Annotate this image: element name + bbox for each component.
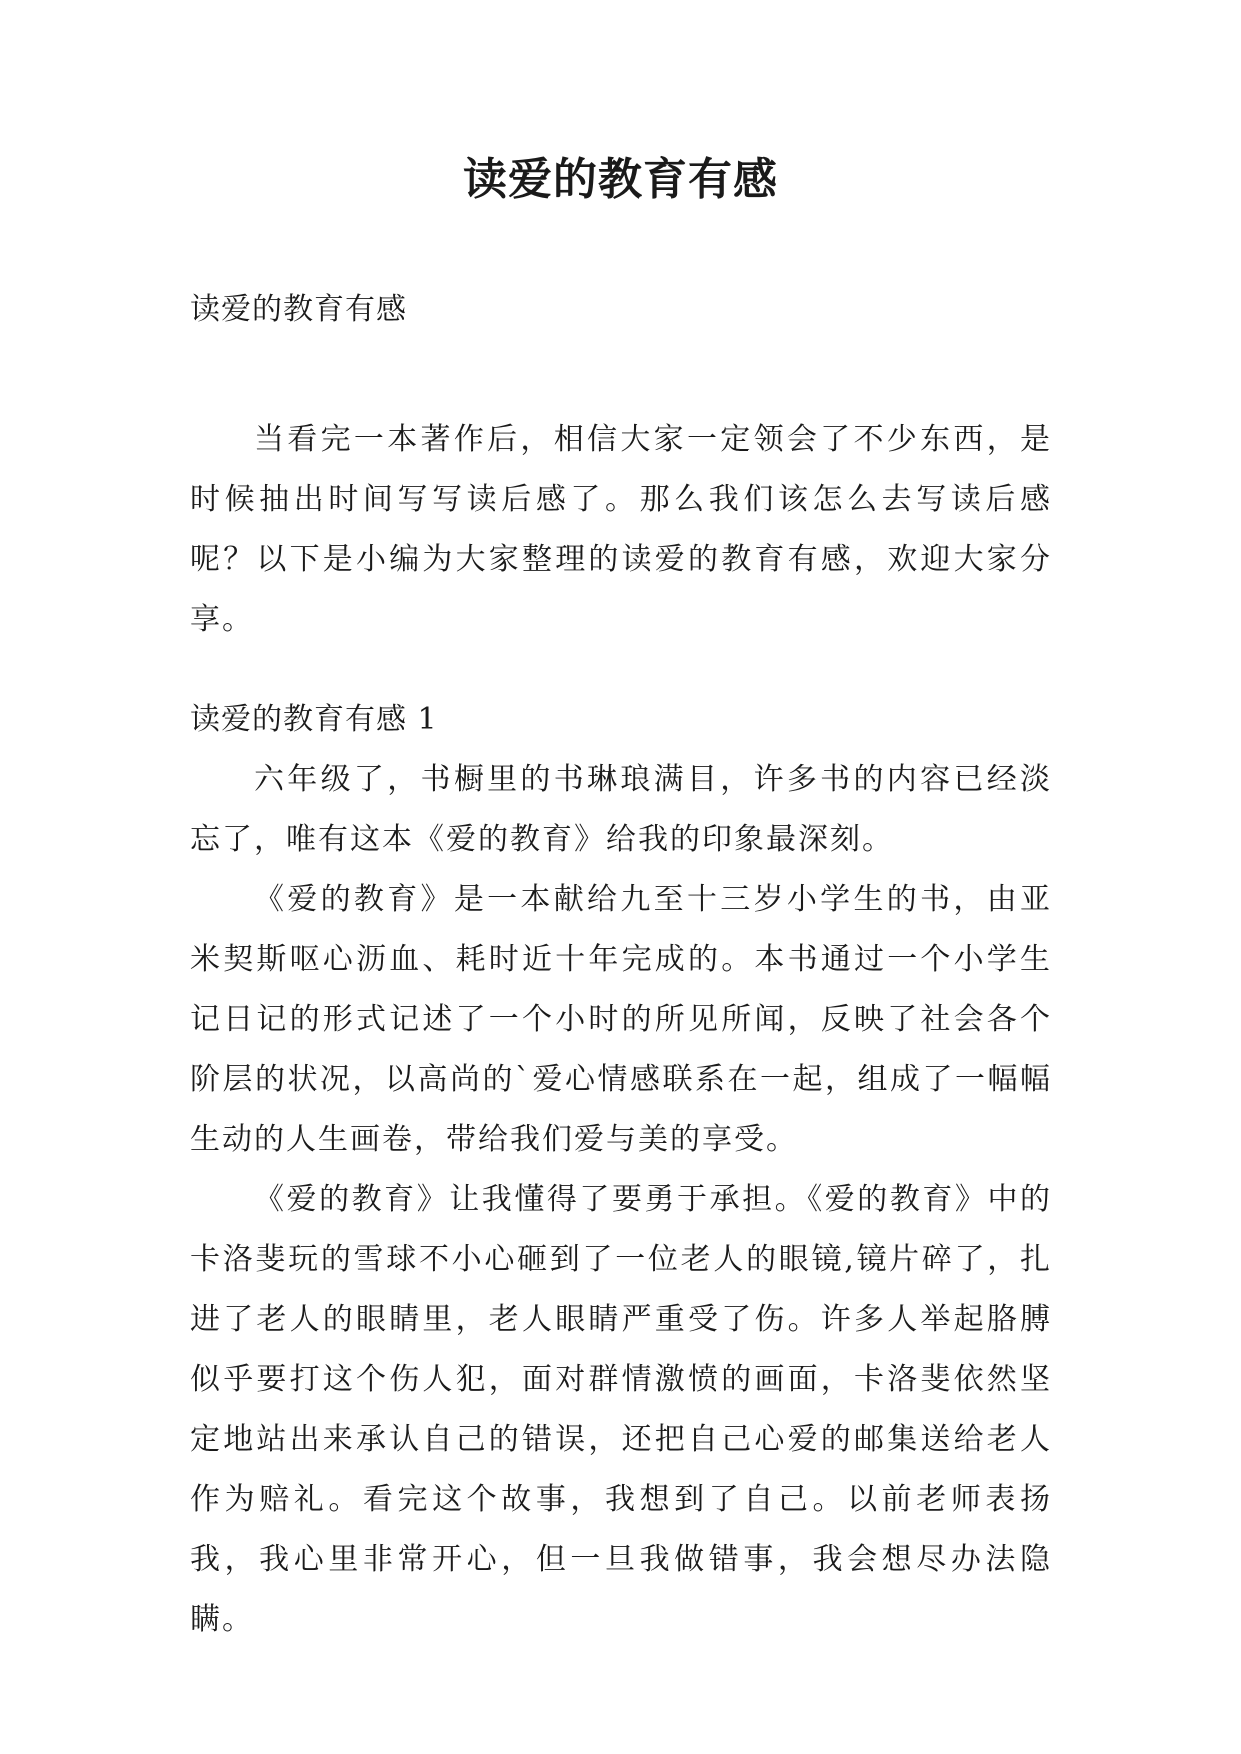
body-paragraph-1: 六年级了，书橱里的书琳琅满目，许多书的内容已经淡忘了，唯有这本《爱的教育》给我的印象最深刻。 bbox=[190, 762, 1052, 857]
document-subtitle: 读爱的教育有感 bbox=[190, 292, 407, 327]
page-title: 读爱的教育有感 bbox=[463, 154, 778, 205]
body-text bbox=[190, 750, 1052, 1650]
section-heading: 读爱的教育有感 1 bbox=[190, 702, 438, 737]
body-paragraph-3: 《爱的教育》让我懂得了要勇于承担。《爱的教育》中的卡洛斐玩的雪球不小心砸到了一位老人的眼镜,镜片碎了，扎进了老人的眼睛里，老人眼睛严重受了伤。许多人举起胳膊似乎要打这个伤人犯，面对群情激愤的画面，卡洛斐依然坚定地站出来承认自己的错误，还把自己心爱的邮集送给老人作为赔礼。看完这个故事，我想到了自己。以前老师表扬我，我心里非常开心，但一旦我做错事，我会想尽办法隐瞒。 bbox=[190, 1182, 1052, 1637]
intro-paragraph: 当看完一本著作后，相信大家一定领会了不少东西，是时候抽出时间写写读后感了。那么我们该怎么去写读后感呢？以下是小编为大家整理的读爱的教育有感，欢迎大家分享。 bbox=[190, 422, 1052, 637]
body-paragraph-2: 《爱的教育》是一本献给九至十三岁小学生的书，由亚米契斯呕心沥血、耗时近十年完成的。本书通过一个小学生记日记的形式记述了一个小时的所见所闻，反映了社会各个阶层的状况，以高尚的`爱心情感联系在一起，组成了一幅幅生动的人生画卷，带给我们爱与美的享受。 bbox=[190, 882, 1052, 1157]
